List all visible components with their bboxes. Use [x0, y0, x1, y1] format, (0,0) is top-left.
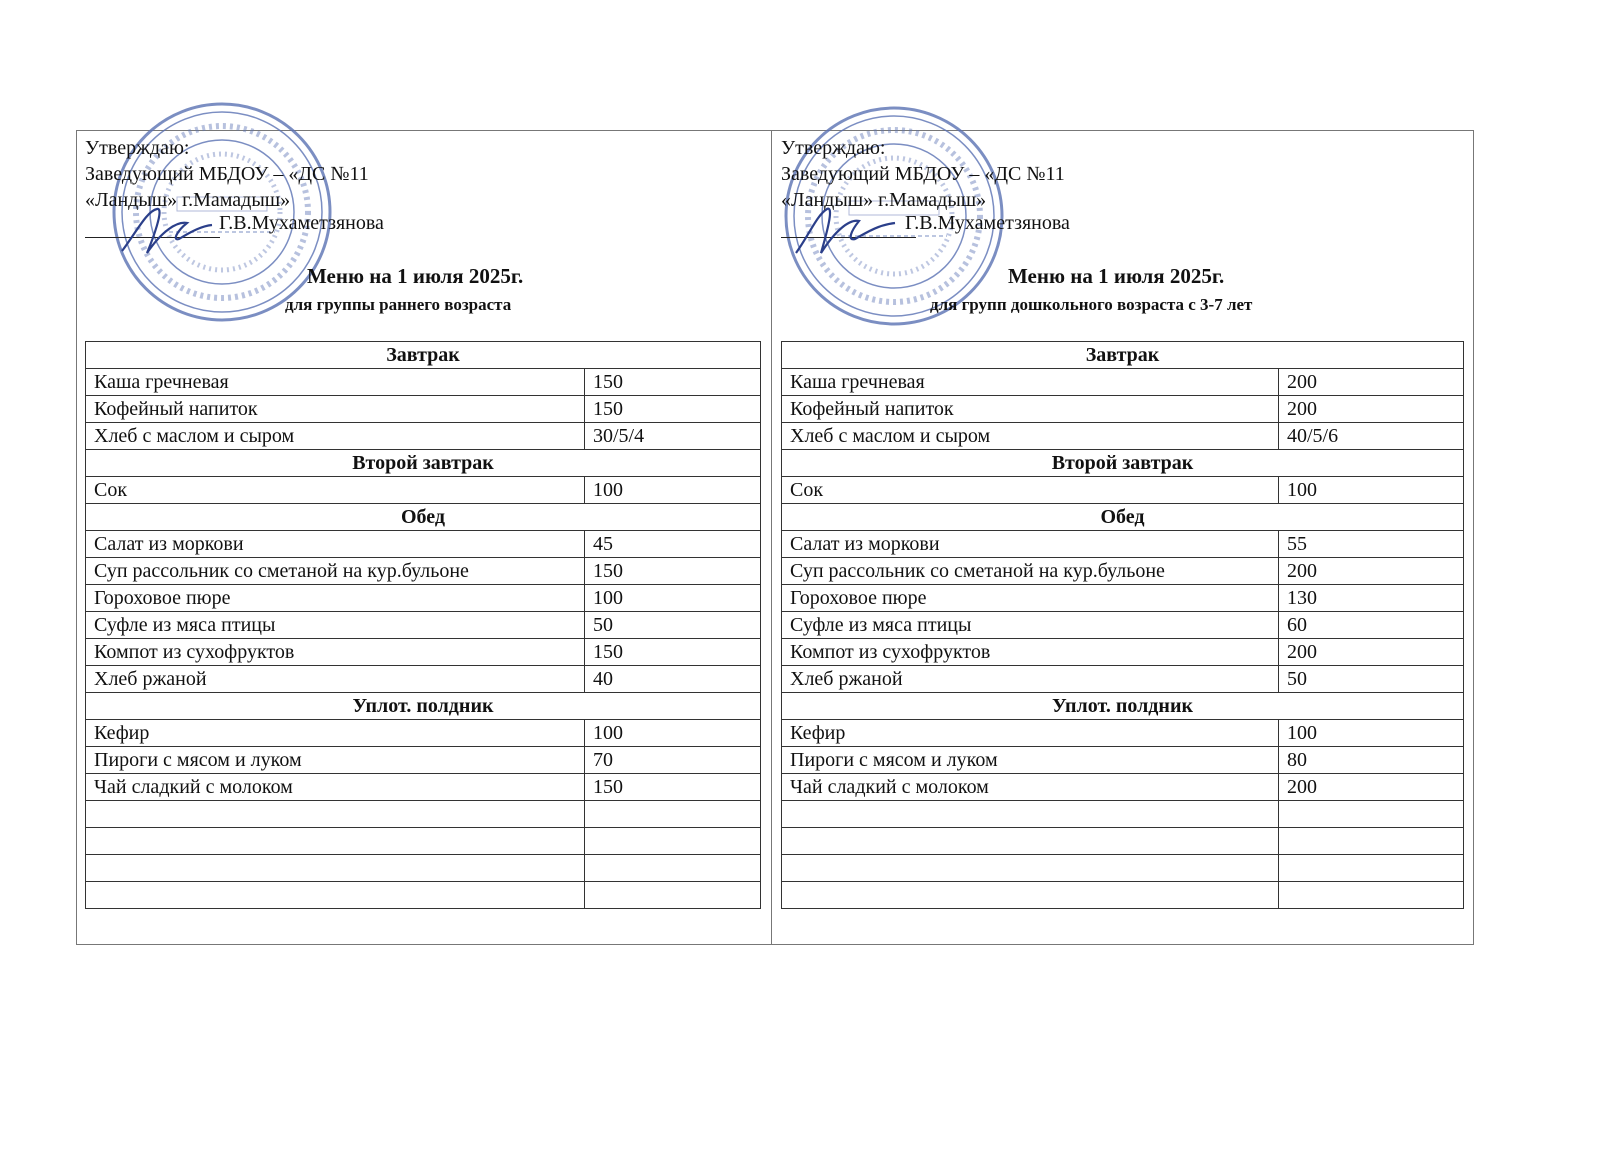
- dish-portion: 50: [1279, 666, 1464, 693]
- approval-block: [781, 135, 1065, 213]
- dish-name: [782, 828, 1279, 855]
- table-row: [782, 369, 1464, 396]
- dish-name: Каша гречневая: [782, 369, 1279, 396]
- section-row: [782, 450, 1464, 477]
- dish-name: Сок: [782, 477, 1279, 504]
- section-title: Уплот. полдник: [782, 693, 1464, 720]
- dish-name: Хлеб с маслом и сыром: [782, 423, 1279, 450]
- dish-portion: 100: [585, 720, 761, 747]
- table-row: [86, 666, 761, 693]
- panel-early-age: [77, 131, 772, 944]
- section-row: [782, 693, 1464, 720]
- dish-portion: 80: [1279, 747, 1464, 774]
- dish-name: Гороховое пюре: [86, 585, 585, 612]
- dish-name: Кефир: [86, 720, 585, 747]
- dish-portion: 200: [1279, 774, 1464, 801]
- empty-row: [86, 828, 761, 855]
- dish-portion: 50: [585, 612, 761, 639]
- table-row: [782, 747, 1464, 774]
- table-row: [86, 639, 761, 666]
- menu-sheet: [76, 130, 1474, 945]
- approval-block: [85, 135, 369, 213]
- dish-portion: 45: [585, 531, 761, 558]
- section-title: Второй завтрак: [86, 450, 761, 477]
- table-row: [782, 477, 1464, 504]
- dish-name: [782, 882, 1279, 909]
- dish-name: [86, 828, 585, 855]
- dish-portion: 150: [585, 639, 761, 666]
- dish-name: Сок: [86, 477, 585, 504]
- approval-heading: Утверждаю:: [781, 137, 886, 159]
- dish-name: Чай сладкий с молоком: [86, 774, 585, 801]
- menu-subtitle: для группы раннего возраста: [285, 295, 512, 314]
- table-row: [86, 720, 761, 747]
- dish-portion: 150: [585, 774, 761, 801]
- dish-portion: 200: [1279, 558, 1464, 585]
- section-title: Второй завтрак: [782, 450, 1464, 477]
- dish-name: Компот из сухофруктов: [86, 639, 585, 666]
- dish-name: Пироги с мясом и луком: [86, 747, 585, 774]
- approval-organization: «Ландыш» г.Мамадыш»: [85, 189, 291, 211]
- dish-name: Гороховое пюре: [782, 585, 1279, 612]
- dish-portion: 150: [585, 396, 761, 423]
- section-row: [86, 342, 761, 369]
- dish-portion: 200: [1279, 369, 1464, 396]
- dish-portion: 100: [585, 585, 761, 612]
- dish-portion: 100: [1279, 477, 1464, 504]
- signer-name: Г.В.Мухаметзянова: [219, 212, 384, 234]
- menu-table: [85, 341, 761, 909]
- table-row: [86, 774, 761, 801]
- section-title: Обед: [86, 504, 761, 531]
- dish-name: Хлеб ржаной: [86, 666, 585, 693]
- approval-heading: Утверждаю:: [85, 137, 190, 159]
- table-row: [782, 666, 1464, 693]
- dish-portion: 55: [1279, 531, 1464, 558]
- dish-portion: 70: [585, 747, 761, 774]
- table-row: [86, 369, 761, 396]
- dish-name: [782, 801, 1279, 828]
- dish-name: Салат из моркови: [782, 531, 1279, 558]
- dish-name: Хлеб ржаной: [782, 666, 1279, 693]
- table-row: [782, 639, 1464, 666]
- section-title: Завтрак: [782, 342, 1464, 369]
- approval-position: Заведующий МБДОУ – «ДС №11: [781, 163, 1065, 185]
- dish-name: Суп рассольник со сметаной на кур.бульоне: [86, 558, 585, 585]
- menu-table: [781, 341, 1464, 909]
- dish-portion: 60: [1279, 612, 1464, 639]
- dish-name: Суфле из мяса птицы: [86, 612, 585, 639]
- dish-portion: [1279, 801, 1464, 828]
- section-title: Обед: [782, 504, 1464, 531]
- approval-organization: «Ландыш» г.Мамадыш»: [781, 189, 987, 211]
- dish-name: Хлеб с маслом и сыром: [86, 423, 585, 450]
- panel-preschool-age: [773, 131, 1475, 944]
- table-row: [782, 720, 1464, 747]
- table-row: [86, 558, 761, 585]
- dish-portion: 100: [1279, 720, 1464, 747]
- dish-name: Каша гречневая: [86, 369, 585, 396]
- table-row: [86, 612, 761, 639]
- table-row: [782, 585, 1464, 612]
- dish-portion: [585, 801, 761, 828]
- section-row: [86, 504, 761, 531]
- dish-name: [86, 882, 585, 909]
- signer-name: Г.В.Мухаметзянова: [905, 212, 1070, 234]
- table-row: [782, 423, 1464, 450]
- table-row: [86, 531, 761, 558]
- dish-portion: 130: [1279, 585, 1464, 612]
- panel-divider: [771, 130, 772, 945]
- dish-name: Чай сладкий с молоком: [782, 774, 1279, 801]
- table-row: [86, 396, 761, 423]
- dish-portion: 40: [585, 666, 761, 693]
- dish-portion: 150: [585, 369, 761, 396]
- table-row: [782, 396, 1464, 423]
- section-row: [86, 693, 761, 720]
- dish-name: Пироги с мясом и луком: [782, 747, 1279, 774]
- section-row: [782, 342, 1464, 369]
- section-row: [782, 504, 1464, 531]
- dish-portion: 200: [1279, 396, 1464, 423]
- menu-title: Меню на 1 июля 2025г.: [307, 264, 524, 288]
- table-row: [782, 774, 1464, 801]
- section-title: Завтрак: [86, 342, 761, 369]
- dish-portion: 200: [1279, 639, 1464, 666]
- approval-position: Заведующий МБДОУ – «ДС №11: [85, 163, 369, 185]
- dish-name: Суп рассольник со сметаной на кур.бульоне: [782, 558, 1279, 585]
- dish-portion: [1279, 882, 1464, 909]
- dish-name: [782, 855, 1279, 882]
- empty-row: [86, 801, 761, 828]
- table-row: [86, 477, 761, 504]
- dish-portion: 150: [585, 558, 761, 585]
- dish-name: [86, 855, 585, 882]
- dish-name: [86, 801, 585, 828]
- table-row: [782, 558, 1464, 585]
- dish-name: Компот из сухофруктов: [782, 639, 1279, 666]
- menu-subtitle: для групп дошкольного возраста с 3-7 лет: [930, 295, 1253, 314]
- dish-name: Салат из моркови: [86, 531, 585, 558]
- section-title: Уплот. полдник: [86, 693, 761, 720]
- empty-row: [782, 801, 1464, 828]
- dish-name: Кофейный напиток: [86, 396, 585, 423]
- dish-portion: [585, 828, 761, 855]
- section-row: [86, 450, 761, 477]
- empty-row: [86, 855, 761, 882]
- dish-portion: 30/5/4: [585, 423, 761, 450]
- dish-portion: [585, 882, 761, 909]
- dish-name: Кофейный напиток: [782, 396, 1279, 423]
- dish-portion: [585, 855, 761, 882]
- dish-name: Суфле из мяса птицы: [782, 612, 1279, 639]
- dish-portion: 100: [585, 477, 761, 504]
- table-row: [86, 747, 761, 774]
- table-row: [86, 585, 761, 612]
- dish-portion: [1279, 855, 1464, 882]
- empty-row: [86, 882, 761, 909]
- table-row: [782, 531, 1464, 558]
- menu-title: Меню на 1 июля 2025г.: [1008, 264, 1225, 288]
- table-row: [782, 612, 1464, 639]
- dish-name: Кефир: [782, 720, 1279, 747]
- dish-portion: [1279, 828, 1464, 855]
- empty-row: [782, 882, 1464, 909]
- table-row: [86, 423, 761, 450]
- empty-row: [782, 828, 1464, 855]
- dish-portion: 40/5/6: [1279, 423, 1464, 450]
- empty-row: [782, 855, 1464, 882]
